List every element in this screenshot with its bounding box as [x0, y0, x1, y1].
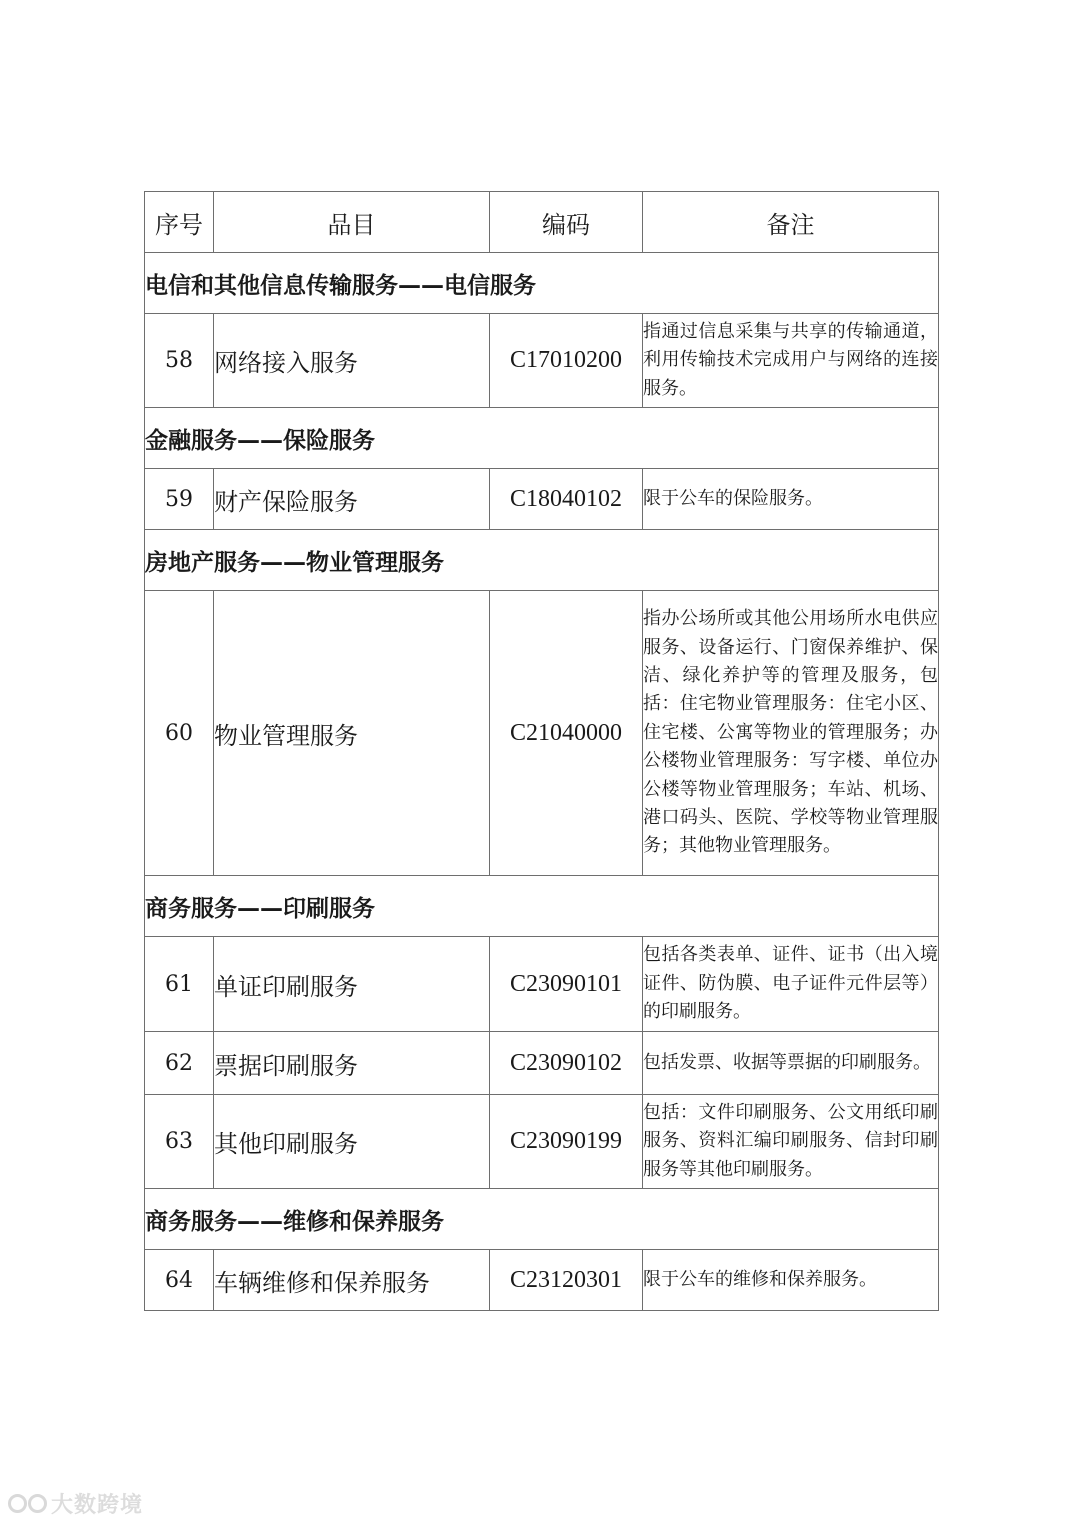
row-note: 限于公车的保险服务。	[643, 469, 939, 530]
table-row	[145, 1250, 939, 1311]
header-code: 编码	[490, 192, 643, 253]
header-note: 备注	[643, 192, 939, 253]
row-code: C23090102	[490, 1032, 643, 1095]
section-title: 商务服务——印刷服务	[145, 876, 939, 937]
header-row	[145, 192, 939, 253]
header-no: 序号	[145, 192, 214, 253]
row-code: C23090101	[490, 937, 643, 1032]
row-no: 63	[145, 1095, 214, 1189]
row-note: 包括各类表单、证件、证书（出入境证件、防伪膜、电子证件元件层等）的印刷服务。	[643, 937, 939, 1032]
row-no: 59	[145, 469, 214, 530]
table-row	[145, 1095, 939, 1189]
row-note: 指办公场所或其他公用场所水电供应服务、设备运行、门窗保养维护、保洁、绿化养护等的管理及服务，包括：住宅物业管理服务：住宅小区、住宅楼、公寓等物业的管理服务；办公楼物业管理服务：写字楼、单位办公楼等物业管理服务；车站、机场、港口码头、医院、学校等物业管理服务；其他物业管理服务。	[643, 591, 939, 876]
row-item: 车辆维修和保养服务	[214, 1250, 490, 1311]
section-title: 电信和其他信息传输服务——电信服务	[145, 253, 939, 314]
watermark-logo-icon	[8, 1494, 47, 1513]
row-item: 票据印刷服务	[214, 1032, 490, 1095]
row-item: 其他印刷服务	[214, 1095, 490, 1189]
section-row	[145, 1189, 939, 1250]
row-code: C23120301	[490, 1250, 643, 1311]
row-note: 限于公车的维修和保养服务。	[643, 1250, 939, 1311]
table-row	[145, 469, 939, 530]
row-no: 58	[145, 314, 214, 408]
section-title: 商务服务——维修和保养服务	[145, 1189, 939, 1250]
section-row	[145, 408, 939, 469]
watermark	[8, 1488, 143, 1519]
table-row	[145, 1032, 939, 1095]
procurement-catalog-table	[144, 191, 939, 1311]
section-row	[145, 876, 939, 937]
section-title: 房地产服务——物业管理服务	[145, 530, 939, 591]
section-row	[145, 253, 939, 314]
section-title: 金融服务——保险服务	[145, 408, 939, 469]
table-row	[145, 591, 939, 876]
section-row	[145, 530, 939, 591]
row-code: C23090199	[490, 1095, 643, 1189]
row-item: 物业管理服务	[214, 591, 490, 876]
row-no: 61	[145, 937, 214, 1032]
row-note: 指通过信息采集与共享的传输通道，利用传输技术完成用户与网络的连接服务。	[643, 314, 939, 408]
row-code: C21040000	[490, 591, 643, 876]
row-item: 财产保险服务	[214, 469, 490, 530]
row-no: 60	[145, 591, 214, 876]
row-note: 包括发票、收据等票据的印刷服务。	[643, 1032, 939, 1095]
table-row	[145, 937, 939, 1032]
row-item: 网络接入服务	[214, 314, 490, 408]
row-note: 包括：文件印刷服务、公文用纸印刷服务、资料汇编印刷服务、信封印刷服务等其他印刷服务。	[643, 1095, 939, 1189]
row-no: 64	[145, 1250, 214, 1311]
row-no: 62	[145, 1032, 214, 1095]
row-item: 单证印刷服务	[214, 937, 490, 1032]
row-code: C17010200	[490, 314, 643, 408]
header-item: 品目	[214, 192, 490, 253]
row-code: C18040102	[490, 469, 643, 530]
table-row	[145, 314, 939, 408]
watermark-text: 大数跨境	[51, 1493, 144, 1518]
